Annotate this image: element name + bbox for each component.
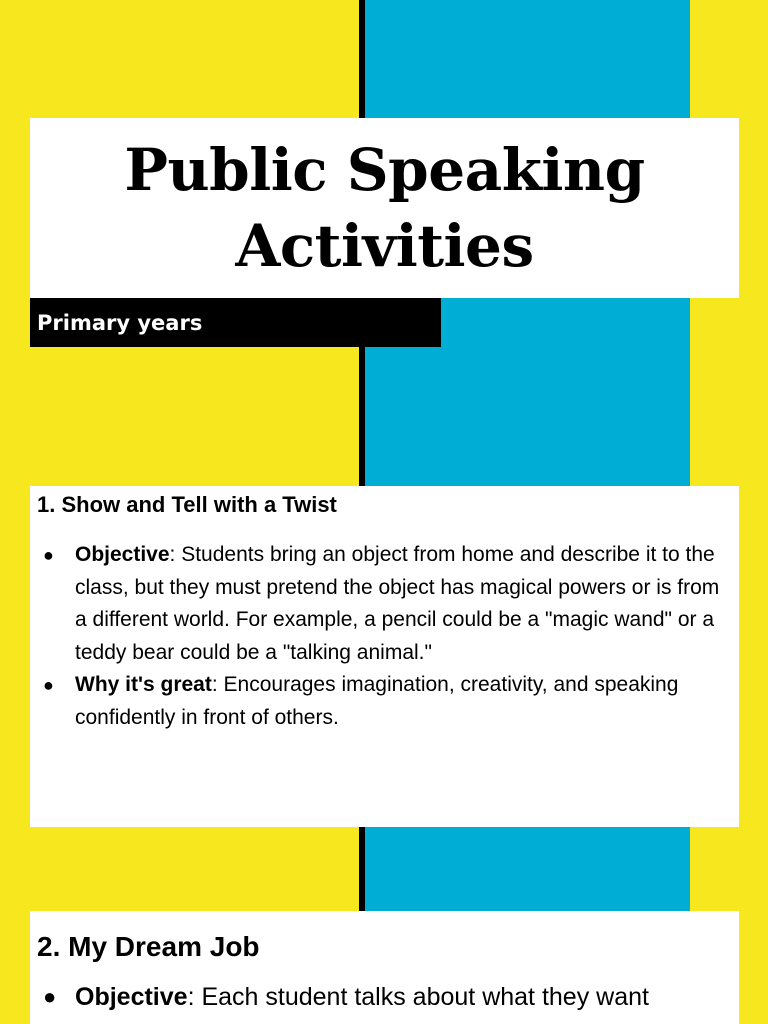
item-term: Objective (75, 983, 188, 1011)
title-card (30, 118, 739, 298)
activity-card-1 (30, 486, 739, 827)
bullet-icon: ● (43, 984, 57, 1009)
activity-list (37, 978, 732, 1016)
list-item (37, 978, 732, 1016)
title-line-1: Public Speaking (124, 136, 645, 204)
activity-heading: 1. Show and Tell with a Twist (37, 492, 337, 517)
subtitle-bar (30, 298, 441, 347)
item-term: Why it's great (75, 673, 212, 696)
activity-heading: 2. My Dream Job (37, 931, 260, 962)
item-text: : Encourages imagination, creativity, and speaking confidently in front of others. (75, 673, 679, 729)
item-term: Objective (75, 543, 170, 566)
list-item (37, 539, 732, 669)
bullet-icon: ● (43, 545, 54, 565)
item-text: : Students bring an object from home and describe it to the class, but they must pretend the object has magical powers or is from a different world. For example, a pencil could be a "magic wand" or a teddy bear could be a "talking animal." (75, 543, 720, 664)
activity-list (37, 539, 732, 734)
title-line-2: Activities (235, 212, 534, 280)
list-item (37, 669, 732, 734)
page-title (124, 132, 644, 284)
item-text: : Each student talks about what they want (187, 983, 649, 1011)
bullet-icon: ● (43, 675, 54, 695)
activity-card-2 (30, 911, 739, 1024)
subtitle: Primary years (37, 310, 203, 335)
